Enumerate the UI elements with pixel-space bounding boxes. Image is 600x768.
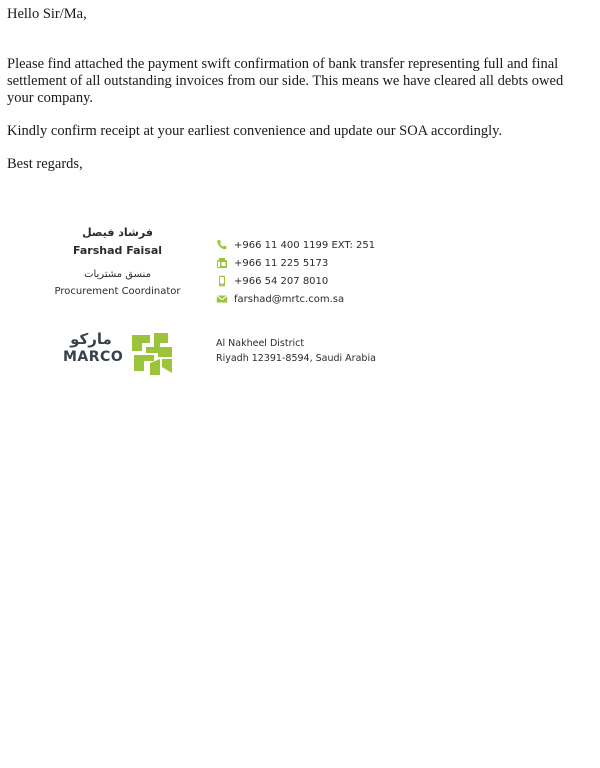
- logo-text-arabic: ماركو: [70, 330, 112, 348]
- signature-identity: [40, 226, 195, 298]
- company-address: [216, 336, 376, 366]
- contact-fax-text: +966 11 225 5173: [234, 257, 329, 269]
- contact-mobile-text[interactable]: +966 54 207 8010: [234, 275, 329, 287]
- email-icon: [216, 293, 228, 305]
- closing: Best regards,: [7, 156, 83, 172]
- contact-phone: [216, 236, 375, 254]
- fax-icon: [216, 257, 228, 269]
- contact-phone-text[interactable]: +966 11 400 1199 EXT: 251: [234, 239, 376, 251]
- signature-name-arabic: فرشاد فيصل: [82, 226, 153, 239]
- contact-email: [216, 290, 375, 308]
- contact-email-text[interactable]: farshad@mrtc.com.sa: [234, 293, 345, 305]
- greeting: Hello Sir/Ma,: [7, 6, 87, 22]
- mobile-icon: [216, 275, 228, 287]
- logo-text: MARCO: [63, 349, 124, 365]
- body-paragraph-2: Kindly confirm receipt at your earliest convenience and update our SOA accordingly.: [7, 123, 503, 139]
- signature-contacts: [216, 236, 375, 308]
- signature-name: Farshad Faisal: [72, 244, 163, 257]
- body-paragraph-1: Please find attached the payment swift confirmation of bank transfer representing full and final settlement of all outstanding invoices from our side. This means we have cleared all debts owed your company.: [7, 56, 564, 106]
- signature-title-arabic: منسق مشتريات: [84, 269, 151, 280]
- email-signature: [40, 226, 400, 386]
- email-body: [7, 6, 587, 173]
- company-logo: [62, 329, 182, 377]
- contact-fax: [216, 254, 375, 272]
- address-line-2: Riyadh 12391-8594, Saudi Arabia: [216, 353, 376, 364]
- phone-icon: [216, 239, 228, 251]
- signature-title: Procurement Coordinator: [54, 286, 181, 297]
- address-line-1: Al Nakheel District: [216, 338, 305, 349]
- contact-mobile: [216, 272, 375, 290]
- marco-logo-mark-icon: [128, 329, 176, 377]
